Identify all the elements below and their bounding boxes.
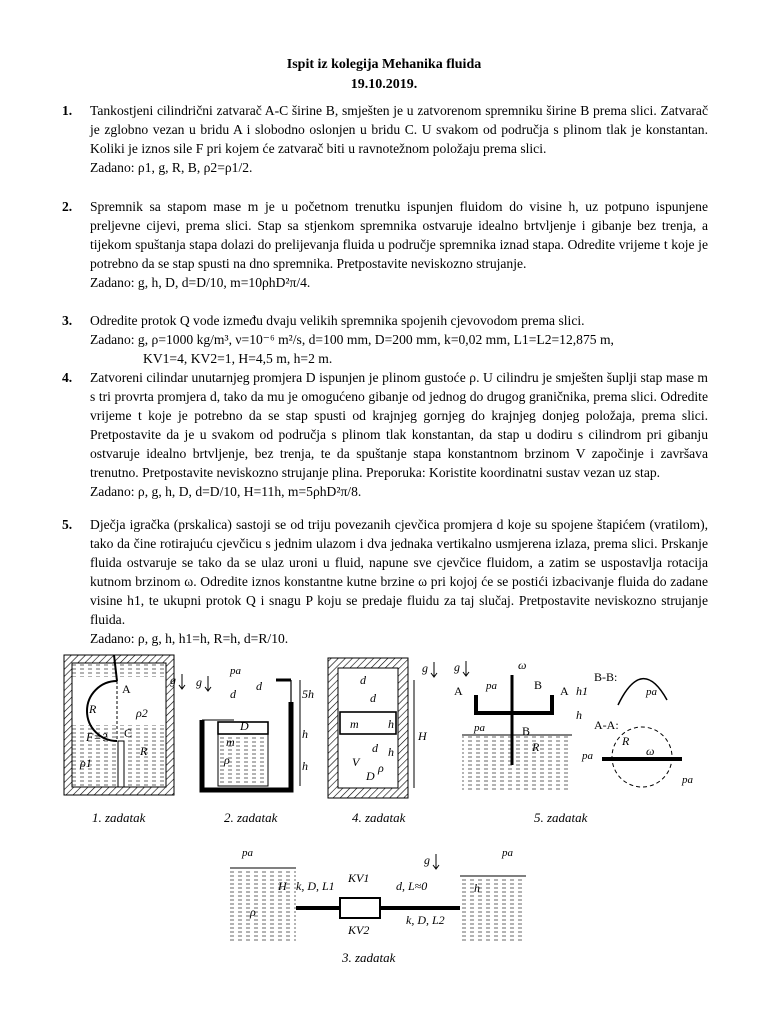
fig2-label-g: g <box>196 675 202 689</box>
problem-text: Spremnik sa stapom mase m je u početnom trenutku ispunjen fluidom do visine h, uz potpuno ispunjene preljevne cijevi, prema slici. Stap sa stjenkom spremnika ostvaruje idealno brtvljenje i gibanje bez trenja, a tijekom spuštanja stapa dolazi do prelijevanja fluida u područje spremnika iznad stapa. Odredite vrijeme t koje je potrebno da se stap spusti na dno spremnika. Pretpostavite neviskozno strujanje. <box>90 199 708 271</box>
fig4-label-d: d <box>360 673 366 687</box>
problem-text: Dječja igračka (prskalica) sastoji se od triju povezanih cjevčica promjera d koje su spojene štapićem (vratilom), tako da čine rotirajuću cjevčicu s jednim ulazom i dva jednaka vertikalno usmjerena izlaza, prema slici. Prskanje fluida ostvaruje se tako da se ulaz uroni u fluid, napune sve cjevčice fluidom, a zatim se uspostavlja rotacija kutnom brzinom ω. Odredite iznos konstantne kutne brzine ω pri kojoj će se postići izbacivanje fluida do zadane visine h1, te ukupni protok Q i snagu P koju se predaje fluidu za taj slučaj. Pretpostavite neviskozno strujanje fluida. <box>90 517 708 627</box>
fig5-label-g: g <box>454 660 460 674</box>
caption-fig3: 3. zadatak <box>342 950 396 965</box>
problem-2 <box>62 197 708 292</box>
fig3-label-L2: k, D, L2 <box>406 913 445 927</box>
fig1-label-g: g <box>170 673 176 687</box>
fig3-label-pa2: pa <box>502 847 513 859</box>
problem-5 <box>62 515 708 648</box>
problem-number: 1. <box>62 103 73 118</box>
problem-text: Zatvoreni cilindar unutarnjeg promjera D ispunjen je plinom gustoće ρ. U cilindru je smješten šuplji stap mase m s tri provrta promjera d, tako da mu je omogućeno gibanje od jednog do drugog graničnika, prema slici. Odredite vrijeme t koje je potrebno da se stap spusti od krajnjeg gornjeg do krajnjeg donjeg položaja, prema slici. Pretpostavite da je u svakom od područja s plinom tlak konstantan, da stap u dodiru s cilindrom pri gibanju ostvaruje idealno brtvljenje, bez trenja, te da spuštanje stapa konstantnom brzinom V započinje i završava trenutno. Pretpostavite neviskozno strujanje plina. Preporuka: Koristite koordinatni sustav vezan uz stap. <box>90 370 708 480</box>
fig3-label-H: H <box>278 879 287 893</box>
caption-fig2: 2. zadatak <box>224 810 278 825</box>
fig2-label-d2: d <box>256 679 262 693</box>
fig1-label-rho2: ρ2 <box>136 706 148 720</box>
problem-given: Zadano: g, h, D, d=D/10, m=10ρhD²π/4. <box>90 275 311 290</box>
fig1-label-rho1: ρ1 <box>80 756 92 770</box>
fig5-label-B2: B <box>522 724 531 738</box>
fig4-label-h2: h <box>388 745 394 759</box>
caption-fig5: 5. zadatak <box>534 810 588 825</box>
fig2-label-h: h <box>302 727 308 741</box>
fig5-label-omega2: ω <box>646 744 655 758</box>
fig5-label-A2: A <box>560 684 569 698</box>
problem-number: 2. <box>62 199 73 214</box>
problem-given: Zadano: ρ, g, h, h1=h, R=h, d=R/10. <box>90 631 289 646</box>
caption-fig1: 1. zadatak <box>92 810 146 825</box>
fig1-label-R2: R <box>140 744 148 758</box>
fig1-label-A: A <box>122 682 131 696</box>
fig4-label-H: H <box>418 729 427 743</box>
fig3-label-g: g <box>424 853 430 867</box>
problem-given: Zadano: ρ, g, h, D, d=D/10, H=11h, m=5ρhD²π/8. <box>90 484 362 499</box>
figure-4-diagram <box>326 656 446 802</box>
fig4-label-D: D <box>366 769 375 783</box>
figure-5-diagram <box>452 655 692 805</box>
fig4-label-g: g <box>422 661 428 675</box>
fig5-label-omega: ω <box>518 658 527 672</box>
figure-1-gravity <box>170 670 194 700</box>
fig1-label-C: C <box>124 726 133 740</box>
fig5-label-pa3: pa <box>646 686 657 698</box>
fig4-label-h: h <box>388 717 394 731</box>
exam-title: Ispit iz kolegija Mehanika fluida <box>286 57 482 72</box>
figure-3-diagram <box>230 842 526 952</box>
fig5-label-pa: pa <box>486 680 497 692</box>
caption-fig4: 4. zadatak <box>352 810 406 825</box>
figure-1-diagram <box>64 655 174 795</box>
fig4-label-d2: d <box>370 691 376 705</box>
fig3-label-KV2: KV2 <box>348 923 370 937</box>
fig4-label-m: m <box>350 717 359 731</box>
fig3-label-rho: ρ <box>250 905 256 919</box>
fig2-label-d: d <box>230 687 236 701</box>
fig5-label-AA: A-A: <box>594 718 619 732</box>
fig5-label-A: A <box>454 684 463 698</box>
fig5-label-h: h <box>576 708 582 722</box>
problem-3 <box>62 311 708 368</box>
fig2-label-rho: ρ <box>224 753 230 767</box>
exam-date: 19.10.2019. <box>350 77 418 92</box>
fig2-label-h2: h <box>302 759 308 773</box>
problem-4 <box>62 368 708 501</box>
fig4-label-V: V <box>352 755 360 769</box>
problem-number: 5. <box>62 517 73 532</box>
fig5-label-h1: h1 <box>576 684 588 698</box>
fig3-label-h: h <box>474 881 480 895</box>
problem-number: 3. <box>62 313 73 328</box>
fig1-label-R: R <box>89 702 97 716</box>
fig4-label-d3: d <box>372 741 378 755</box>
fig5-label-pa5: pa <box>682 774 693 786</box>
fig3-label-pa: pa <box>242 847 253 859</box>
fig5-label-pa2: pa <box>474 722 485 734</box>
fig5-label-R: R <box>532 740 540 754</box>
problem-text: Odredite protok Q vode između dvaju velikih spremnika spojenih cjevovodom prema slici. <box>90 313 585 328</box>
problem-given-cont: KV1=4, KV2=1, H=4,5 m, h=2 m. <box>143 351 333 366</box>
problem-number: 4. <box>62 370 73 385</box>
fig5-label-pa4: pa <box>582 750 593 762</box>
fig2-label-D: D <box>240 719 249 733</box>
fig2-label-pa: pa <box>230 665 241 677</box>
fig2-label-m: m <box>226 735 235 749</box>
fig5-label-B: B <box>534 678 543 692</box>
fig3-label-dL: d, L≈0 <box>396 879 428 893</box>
fig1-label-F: F=? <box>86 730 108 744</box>
problem-given: Zadano: g, ρ=1000 kg/m³, ν=10⁻⁶ m²/s, d=100 mm, D=200 mm, k=0,02 mm, L1=L2=12,875 m, <box>90 332 614 347</box>
fig3-label-L1: k, D, L1 <box>296 879 335 893</box>
fig5-label-R2: R <box>622 734 630 748</box>
problem-given: Zadano: ρ1, g, R, B, ρ2=ρ1/2. <box>90 160 253 175</box>
fig4-label-rho: ρ <box>378 761 384 775</box>
fig3-label-KV1: KV1 <box>348 871 370 885</box>
fig5-label-BB: B-B: <box>594 670 618 684</box>
problem-text: Tankostjeni cilindrični zatvarač A-C širine B, smješten je u zatvorenom spremniku širine B prema slici. Zatvarač je zglobno vezan u bridu A i slobodno oslonjen u bridu C. U svakom od područja s plinom tlak je konstantan. Koliki je iznos sile F pri kojem će zatvarač biti u ravnotežnom položaju prema slici. <box>90 103 708 156</box>
figure-2-diagram <box>196 660 320 800</box>
fig2-label-5h: 5h <box>302 687 314 701</box>
problem-1 <box>62 101 708 177</box>
